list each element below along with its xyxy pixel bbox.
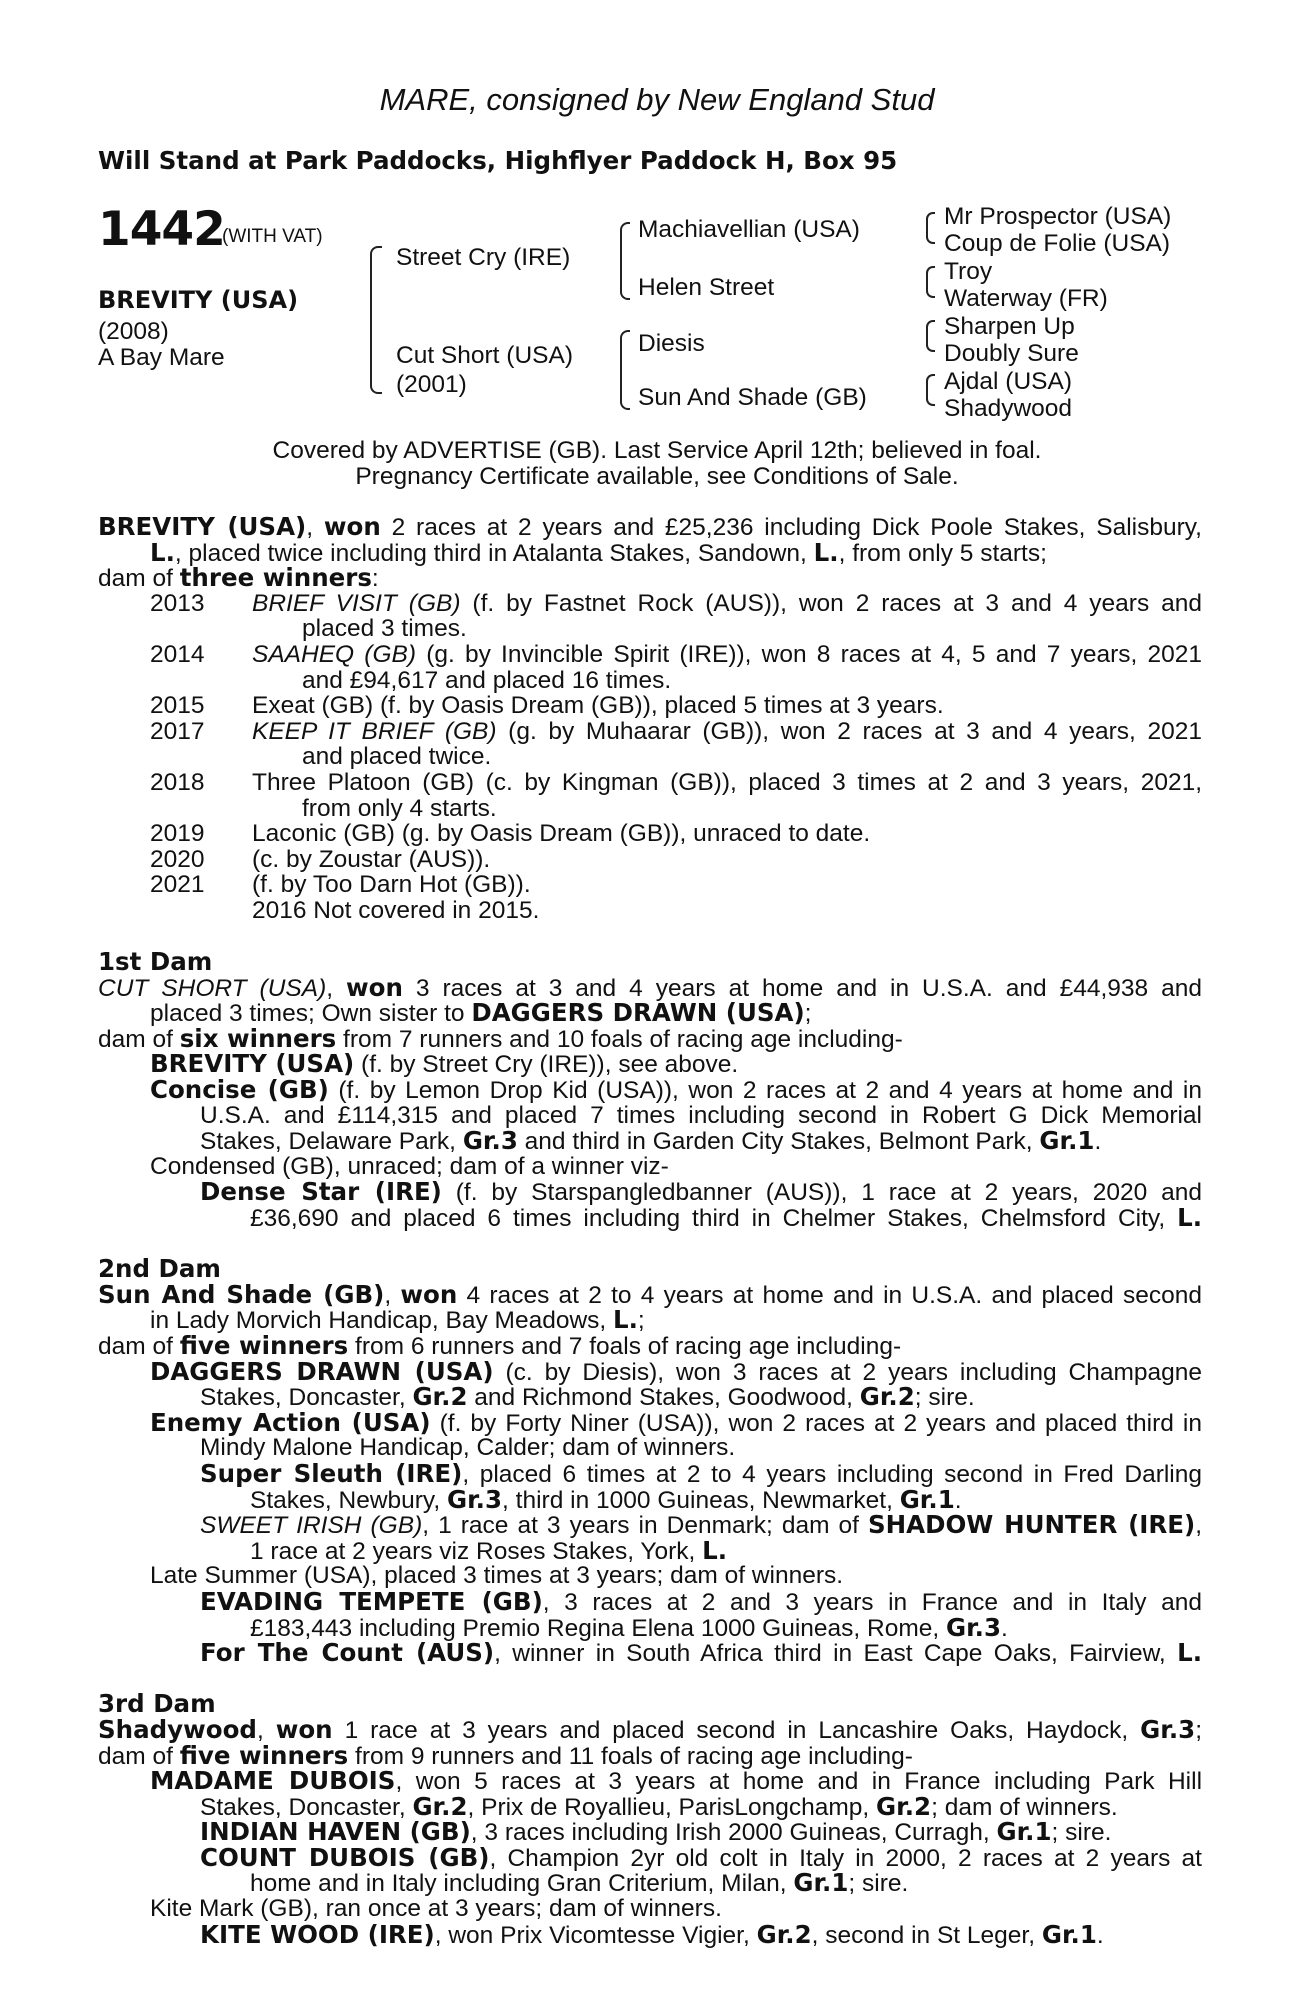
covered-note [0, 438, 1314, 490]
catalogue-text: Kite Mark (GB), ran once at 3 years; dam of winners. [150, 1895, 722, 1923]
pedigree-brace [926, 266, 935, 298]
pedigree-g3: Shadywood [944, 395, 1073, 422]
catalogue-text: Gr.2 [412, 1791, 468, 1821]
produce-row-cont: and placed twice. [302, 743, 492, 771]
catalogue-text: Gr.3 [945, 1612, 1002, 1642]
text-line [98, 1307, 1202, 1333]
catalogue-text: placed 3 times; Own sister to [150, 1000, 472, 1028]
horse-name: BREVITY (USA) [98, 286, 299, 314]
text-line [98, 1586, 1202, 1616]
catalogue-text: dam of [98, 1742, 180, 1770]
text-line [98, 1333, 1202, 1359]
catalogue-text: L. [150, 537, 175, 567]
catalogue-text: 2015 [150, 692, 205, 720]
catalogue-text: SHADOW HUNTER (IRE) [868, 1510, 1196, 1540]
catalogue-text: won [275, 1714, 333, 1744]
catalogue-text: For The Count (AUS) [200, 1638, 495, 1668]
catalogue-text: Stakes, Delaware Park, [200, 1128, 463, 1156]
pedigree-sire-sire: Machiavellian (USA) [638, 216, 860, 243]
pedigree-sire-dam: Helen Street [638, 274, 775, 301]
text-line: , [384, 1281, 401, 1309]
catalogue-text: 2021 [150, 871, 205, 899]
text-line [98, 1458, 1203, 1488]
catalogue-text: , placed twice including third in Atalanta Stakes, Sandown, [174, 539, 814, 567]
pedigree-brace [370, 246, 382, 394]
catalogue-text: six winners [179, 1023, 337, 1053]
catalogue-text: Gr.1 [793, 1868, 849, 1898]
catalogue-text: 4 races at 2 to 4 years at home and in U.S.A. and placed second [457, 1281, 1203, 1309]
catalogue-text: ; sire. [1051, 1819, 1112, 1847]
catalogue-text: three winners [179, 563, 372, 593]
catalogue-text: won [400, 1279, 458, 1309]
text-line [98, 1205, 1202, 1231]
catalogue-text: L. [813, 537, 839, 567]
section-heading: 3rd Dam [98, 1689, 216, 1719]
catalogue-text: , second in St Leger, [811, 1921, 1042, 1949]
catalogue-text: ; dam of winners. [931, 1793, 1118, 1821]
catalogue-text: five winners [179, 1331, 349, 1360]
pedigree-g3: Sharpen Up [944, 313, 1075, 340]
catalogue-text: U.S.A. and £114,315 and placed 7 times including second in Robert G Dick Memorial [200, 1101, 1202, 1129]
produce-row [98, 642, 1202, 668]
section-heading: 2nd Dam [98, 1254, 221, 1284]
catalogue-text: 2018 [150, 768, 205, 796]
text-line [98, 1640, 1202, 1666]
catalogue-text: (f. by Street Cry (IRE)), see above. [354, 1051, 739, 1079]
text-line [98, 1791, 1202, 1821]
catalogue-text: (f. by Forty Niner (USA)), won 2 races at 2 years and placed third in [430, 1409, 1202, 1437]
catalogue-text: : [371, 565, 379, 593]
catalogue-text: , placed 6 times at 2 to 4 years including second in Fred Darling [462, 1460, 1203, 1488]
text-line [98, 1768, 1202, 1794]
catalogue-text: , third in 1000 Guineas, Newmarket, [502, 1486, 900, 1514]
text-line [98, 514, 1202, 540]
catalogue-text: won [323, 512, 381, 541]
produce-row [98, 591, 1202, 617]
catalogue-text: (f. by Starspangledbanner (AUS)), 1 race at 2 years, 2020 and [441, 1179, 1202, 1207]
text-line [98, 1512, 1202, 1538]
catalogue-text: Stakes, Doncaster, [200, 1793, 413, 1821]
catalogue-text: (f. by Too Darn Hot (GB)). [252, 871, 531, 899]
text-line [98, 1384, 1202, 1410]
catalogue-text: dam of [98, 1333, 180, 1360]
text-line [98, 537, 1202, 567]
catalogue-text: SWEET IRISH (GB) [200, 1512, 423, 1540]
catalogue-text: COUNT DUBOIS (GB) [200, 1842, 490, 1872]
catalogue-text: BREVITY (USA) [150, 1049, 355, 1079]
catalogue-text: INDIAN HAVEN (GB) [200, 1817, 471, 1847]
catalogue-text: DAGGERS DRAWN (USA) [471, 998, 805, 1028]
catalogue-text: ; sire. [848, 1870, 909, 1898]
produce-row [98, 719, 1202, 745]
catalogue-text: Gr.3 [446, 1484, 503, 1514]
catalogue-text: Condensed (GB), unraced; dam of a winner viz- [150, 1152, 669, 1180]
catalogue-text: DAGGERS DRAWN (USA) [150, 1356, 494, 1386]
lot-number: 1442 [98, 202, 225, 257]
text-line [98, 1051, 1202, 1077]
catalogue-text: , 3 races at 2 and 3 years in France and in Italy and [542, 1588, 1202, 1616]
catalogue-text: Gr.1 [996, 1817, 1052, 1847]
catalogue-text: (c. by Zoustar (AUS)). [252, 845, 491, 873]
section-spacer [98, 1231, 1202, 1257]
pedigree-g3: Mr Prospector (USA) [944, 203, 1172, 230]
catalogue-text: . [954, 1486, 962, 1514]
catalogue-text: MADAME DUBOIS [150, 1766, 396, 1796]
catalogue-text: (f. by Fastnet Rock (AUS)), won 2 races at 3 and 4 years and [460, 589, 1202, 617]
catalogue-text: Stakes, Doncaster, [200, 1384, 413, 1412]
pedigree-brace [620, 222, 630, 300]
catalogue-text: Three Platoon (GB) (c. by Kingman (GB)), placed 3 times at 2 and 3 years, 2021, [252, 768, 1202, 796]
catalogue-text: 2013 [150, 589, 205, 617]
pedigree-brace [620, 330, 630, 410]
pedigree-g3: Doubly Sure [944, 340, 1079, 367]
catalogue-text: 2014 [150, 640, 205, 668]
text-line [98, 1819, 1202, 1845]
catalogue-text: Enemy Action (USA) [150, 1407, 431, 1437]
pedigree-sire: Street Cry (IRE) [396, 244, 571, 271]
text-line [98, 1000, 1202, 1026]
catalogue-text: £183,443 including Premio Regina Elena 1000 Guineas, Rome, [250, 1614, 946, 1642]
catalogue-text: 2016 Not covered in 2015. [252, 896, 540, 924]
catalogue-text: dam of [98, 1025, 180, 1053]
pedigree-dam-year: (2001) [396, 371, 467, 398]
produce-row [98, 872, 1202, 898]
pregnancy-line: Pregnancy Certificate available, see Conditions of Sale. [355, 463, 959, 490]
catalogue-text: BRIEF VISIT (GB) [252, 589, 461, 617]
catalogue-text: L. [613, 1305, 638, 1335]
catalogue-text: from 9 runners and 11 foals of racing age including- [348, 1742, 913, 1770]
produce-row-cont: placed 3 times. [302, 615, 467, 643]
catalogue-text: 2020 [150, 845, 205, 873]
text-line [98, 1612, 1202, 1642]
produce-row [98, 693, 1202, 719]
catalogue-text: from 7 runners and 10 foals of racing age including- [336, 1025, 903, 1053]
catalogue-text: , won 5 races at 3 years at home and in France including Park Hill [395, 1768, 1203, 1796]
section-spacer [98, 924, 1202, 950]
pedigree-brace [926, 212, 935, 244]
text-line [98, 1535, 1202, 1565]
catalogue-text: dam of [98, 565, 180, 593]
catalogue-text: ; sire. [914, 1384, 975, 1412]
catalogue-text: five winners [179, 1740, 349, 1770]
catalogue-text: 2019 [150, 820, 205, 848]
catalogue-text: from 6 runners and 7 foals of racing age including- [348, 1333, 902, 1360]
catalogue-text: 1 race at 3 years and placed second in Lancashire Oaks, Haydock, [332, 1716, 1141, 1744]
catalogue-text: Gr.1 [899, 1484, 955, 1514]
catalogue-text: , from only 5 starts; [838, 539, 1047, 567]
produce-row [98, 770, 1202, 796]
catalogue-text: Gr.1 [1041, 1919, 1097, 1949]
catalogue-text: Late Summer (USA), placed 3 times at 3 years; dam of winners. [150, 1562, 844, 1590]
catalogue-text: , won Prix Vicomtesse Vigier, [434, 1921, 757, 1949]
catalogue-text: 2 races at 2 years and £25,236 including Dick Poole Stakes, Salisbury, [380, 514, 1202, 541]
text-line [98, 972, 1203, 1002]
stand-location: Will Stand at Park Paddocks, Highflyer Paddock H, Box 95 [98, 146, 898, 175]
text-line [98, 1179, 1202, 1205]
brevity-section [98, 514, 1202, 1947]
text-line [98, 1740, 1202, 1770]
text-line [98, 1484, 1202, 1514]
horse-description: A Bay Mare [98, 344, 225, 371]
text-line: , [326, 974, 347, 1002]
section-spacer [98, 1666, 1202, 1692]
text-line: , [306, 514, 324, 541]
pedigree-dam-sire: Diesis [638, 330, 705, 357]
horse-year: (2008) [98, 318, 169, 345]
catalogue-text: Dense Star (IRE) [200, 1177, 442, 1207]
catalogue-text: ; [804, 1000, 812, 1028]
catalogue-text: Laconic (GB) (g. by Oasis Dream (GB)), unraced to date. [252, 820, 871, 848]
catalogue-text: 2017 [150, 717, 205, 745]
text-line [98, 1842, 1202, 1872]
text-line [98, 1870, 1202, 1896]
catalogue-text: Gr.2 [412, 1382, 468, 1412]
catalogue-text: , Champion 2yr old colt in Italy in 2000, 2 races at 2 years at [489, 1844, 1202, 1872]
catalogue-text: Gr.2 [876, 1791, 932, 1821]
catalogue-text: (f. by Lemon Drop Kid (USA)), won 2 races at 2 and 4 years at home and in [328, 1077, 1202, 1105]
catalogue-text: Mindy Malone Handicap, Calder; dam of winners. [200, 1434, 736, 1462]
text-line [98, 1128, 1202, 1154]
catalogue-text: and third in Garden City Stakes, Belmont Park, [517, 1128, 1040, 1156]
catalogue-text: CUT SHORT (USA) [98, 974, 327, 1002]
catalogue-text: , [1195, 1512, 1202, 1540]
catalogue-text: £36,690 and placed 6 times including third in Chelmer Stakes, Chelmsford City, [250, 1205, 1178, 1233]
catalogue-text: won [346, 972, 403, 1002]
pedigree-brace [926, 320, 935, 352]
catalogue-text: Exeat (GB) (f. by Oasis Dream (GB)), placed 5 times at 3 years. [252, 692, 944, 720]
catalogue-text: (g. by Invincible Spirit (IRE)), won 8 races at 4, 5 and 7 years, 2021 [416, 640, 1202, 668]
catalogue-text: , 1 race at 3 years in Denmark; dam of [422, 1512, 869, 1540]
catalogue-text: Gr.2 [859, 1382, 915, 1412]
catalogue-text: ; [637, 1307, 645, 1335]
text-line [98, 1023, 1202, 1053]
text-line [98, 565, 1202, 591]
catalogue-text: , winner in South Africa third in East Cape Oaks, Fairview, [494, 1640, 1178, 1668]
catalogue-text: L. [702, 1535, 728, 1565]
catalogue-text: . [1094, 1128, 1102, 1156]
catalogue-text: Stakes, Newbury, [250, 1486, 447, 1514]
catalogue-text: Gr.3 [462, 1126, 518, 1156]
text-line [98, 1407, 1202, 1437]
produce-row [98, 847, 1202, 873]
catalogue-text: EVADING TEMPETE (GB) [200, 1586, 543, 1616]
produce-row [98, 821, 1202, 847]
text-line [98, 1077, 1202, 1103]
pedigree-brace [926, 374, 935, 406]
catalogue-text: KITE WOOD (IRE) [200, 1919, 435, 1949]
pedigree-g3: Ajdal (USA) [944, 368, 1072, 395]
produce-row [98, 898, 1202, 924]
pedigree-dam-dam: Sun And Shade (GB) [638, 384, 867, 411]
catalogue-text: Super Sleuth (IRE) [200, 1458, 463, 1488]
consignment-heading: MARE, consigned by New England Stud [379, 82, 935, 117]
catalogue-text: and Richmond Stakes, Goodwood, [467, 1384, 860, 1412]
catalogue-text: . [1001, 1614, 1008, 1642]
text-line: , [256, 1716, 276, 1744]
catalogue-text: Gr.3 [1140, 1714, 1196, 1744]
catalogue-text: in Lady Morvich Handicap, Bay Meadows, [150, 1307, 613, 1335]
catalogue-text: Gr.1 [1039, 1126, 1095, 1156]
catalogue-text: . [1096, 1921, 1104, 1949]
produce-row-cont: and £94,617 and placed 16 times. [302, 666, 672, 694]
catalogue-text: Gr.2 [756, 1919, 812, 1949]
catalogue-text: L. [1177, 1203, 1202, 1233]
pedigree-dam: Cut Short (USA) [396, 342, 573, 369]
pedigree-g3: Waterway (FR) [944, 285, 1108, 312]
text-line [98, 1279, 1203, 1309]
horse-name: BREVITY (USA) [98, 512, 307, 541]
pedigree-g3: Troy [944, 258, 993, 285]
catalogue-text: home and in Italy including Gran Criterium, Milan, [250, 1870, 794, 1898]
produce-row-cont: from only 4 starts. [302, 794, 497, 822]
catalogue-text: ; [1195, 1716, 1202, 1744]
text-line [98, 1919, 1202, 1949]
catalogue-text: SAAHEQ (GB) [252, 640, 417, 668]
catalogue-text: KEEP IT BRIEF (GB) [252, 717, 497, 745]
catalogue-text: (c. by Diesis), won 3 races at 2 years including Champagne [493, 1358, 1202, 1386]
catalogue-text: L. [1177, 1638, 1202, 1668]
catalogue-text: 1 race at 2 years viz Roses Stakes, York, [250, 1537, 703, 1565]
catalogue-text: , 3 races including Irish 2000 Guineas, Curragh, [470, 1819, 997, 1847]
catalogue-text: Sun And Shade (GB) [98, 1279, 385, 1309]
text-line [98, 1356, 1202, 1386]
vat-note: (WITH VAT) [222, 226, 323, 247]
catalogue-text: Shadywood [98, 1714, 257, 1744]
covered-line: Covered by ADVERTISE (GB). Last Service April 12th; believed in foal. [272, 437, 1042, 464]
catalogue-text: 3 races at 3 and 4 years at home and in U.S.A. and £44,938 and [402, 974, 1203, 1002]
catalogue-text: , Prix de Royallieu, ParisLongchamp, [467, 1793, 877, 1821]
pedigree-g3: Coup de Folie (USA) [944, 230, 1171, 257]
catalogue-text: (g. by Muhaarar (GB)), won 2 races at 3 and 4 years, 2021 [496, 717, 1202, 745]
text-line [98, 1714, 1202, 1744]
section-heading: 1st Dam [98, 947, 213, 977]
catalogue-text: Concise (GB) [150, 1075, 329, 1105]
